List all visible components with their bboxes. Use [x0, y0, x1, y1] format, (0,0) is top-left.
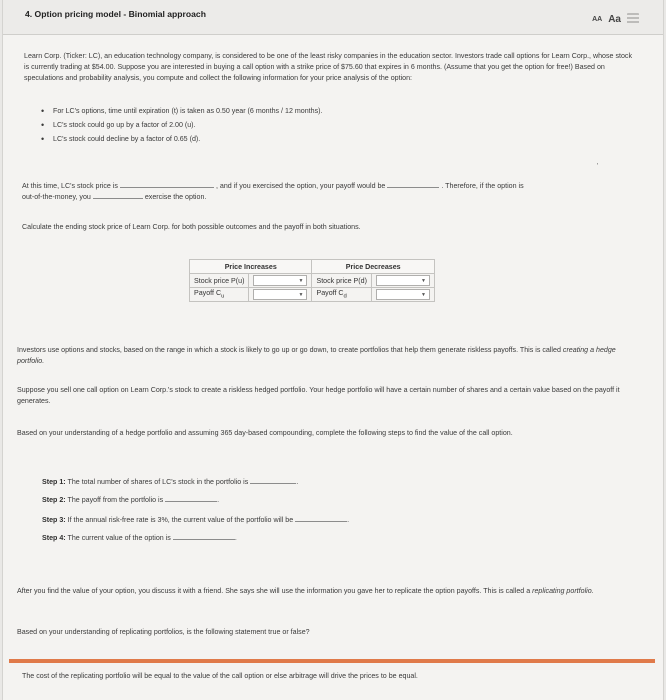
- calc-instruction: Calculate the ending stock price of Learn Corp. for both possible outcomes and the payoff in both situations.: [22, 223, 361, 231]
- intro-paragraph: Learn Corp. (Ticker: LC), an education technology company, is considered to be one of the least risky companies in the education sector. Investors trade call options for Learn Corp., whose stock is currently trading at $54.00. Suppose you are interested in buying a call option with a strike price of $75.60 that expires in 6 months. (Assume that you get the option for free!) Based on speculations and probability analysis, you compute and collect the following information for your price analysis of the option:: [24, 52, 633, 82]
- caret-down-icon: ▼: [420, 292, 426, 298]
- step-4: Step 4: The current value of the option is .: [42, 531, 642, 544]
- font-decrease-button[interactable]: AA: [592, 15, 603, 23]
- page-title: 4. Option pricing model - Binomial approach: [25, 9, 206, 19]
- label-pd: Stock price P(d): [312, 274, 371, 288]
- text-lines-icon[interactable]: [627, 13, 639, 25]
- label-pu: Stock price P(u): [190, 274, 249, 288]
- question-text: Based on your understanding of replicating portfolios, is the following statement true or false?: [17, 628, 310, 636]
- stock-price-dropdown[interactable]: [120, 179, 214, 188]
- list-item: • LC's stock could go up by a factor of 2.00 (u).: [41, 120, 601, 131]
- sell-paragraph: Suppose you sell one call option on Learn Corp.'s stock to create a riskless hedged portfolio. Your hedge portfolio will have a certain number of shares and a certain value based on the payoff it generates.: [17, 386, 620, 405]
- list-item: • For LC's options, time until expiration (t) is taken as 0.50 year (6 months / 12 months).: [41, 106, 601, 117]
- payoff-dropdown[interactable]: [387, 179, 439, 188]
- cd-dropdown[interactable]: [376, 289, 430, 300]
- tick-mark: ': [597, 163, 599, 170]
- price-table: [189, 259, 435, 302]
- header-bar: [3, 0, 663, 35]
- step-1: Step 1: The total number of shares of LC's stock in the portfolio is .: [42, 475, 642, 488]
- step4-dropdown[interactable]: [173, 531, 235, 540]
- cu-dropdown[interactable]: [253, 289, 307, 300]
- step2-dropdown[interactable]: [165, 493, 217, 502]
- pu-dropdown[interactable]: [253, 275, 307, 286]
- list-item: • LC's stock could decline by a factor of 0.65 (d).: [41, 134, 601, 145]
- label-cd: Payoff $C_d$: [312, 288, 371, 302]
- statement-text: The cost of the replicating portfolio will be equal to the value of the call option or else arbitrage will drive the prices to be equal.: [22, 672, 418, 680]
- col-header-decrease: Price Decreases: [312, 260, 434, 274]
- caret-down-icon: ▼: [420, 278, 426, 284]
- friend-paragraph: After you find the value of your option, you discuss it with a friend. She says she will use the information you gave her to replicate the option payoffs. This is called a replicating portfolio.: [17, 587, 594, 595]
- col-header-increase: Price Increases: [190, 260, 312, 274]
- investors-paragraph: Investors use options and stocks, based on the range in which a stock is likely to go up or go down, to create portfolios that help them generate riskless payoffs. This is called creating a hedge portfolio.: [17, 346, 616, 365]
- pd-dropdown[interactable]: [376, 275, 430, 286]
- money-line-1: At this time, LC's stock price is , and if you exercised the option, your payoff would be . Therefore, if the option is: [22, 179, 662, 192]
- bullet-list: [41, 106, 601, 148]
- font-increase-button[interactable]: Aa: [608, 13, 621, 25]
- money-line-2: out-of-the-money, you exercise the option.: [22, 190, 422, 203]
- caret-down-icon: ▼: [298, 278, 304, 284]
- font-size-controls[interactable]: [592, 13, 639, 25]
- page: [2, 0, 664, 700]
- step3-dropdown[interactable]: [295, 513, 347, 522]
- label-cu: Payoff $C_u$: [190, 288, 249, 302]
- caret-down-icon: ▼: [298, 292, 304, 298]
- step-2: Step 2: The payoff from the portfolio is .: [42, 493, 642, 506]
- step1-dropdown[interactable]: [250, 475, 296, 484]
- section-divider: [9, 659, 655, 663]
- exercise-dropdown[interactable]: [93, 190, 143, 199]
- step-3: Step 3: If the annual risk-free rate is 3%, the current value of the portfolio will be .: [42, 513, 642, 526]
- based-paragraph: Based on your understanding of a hedge portfolio and assuming 365 day-based compounding, complete the following steps to find the value of the call option.: [17, 429, 513, 437]
